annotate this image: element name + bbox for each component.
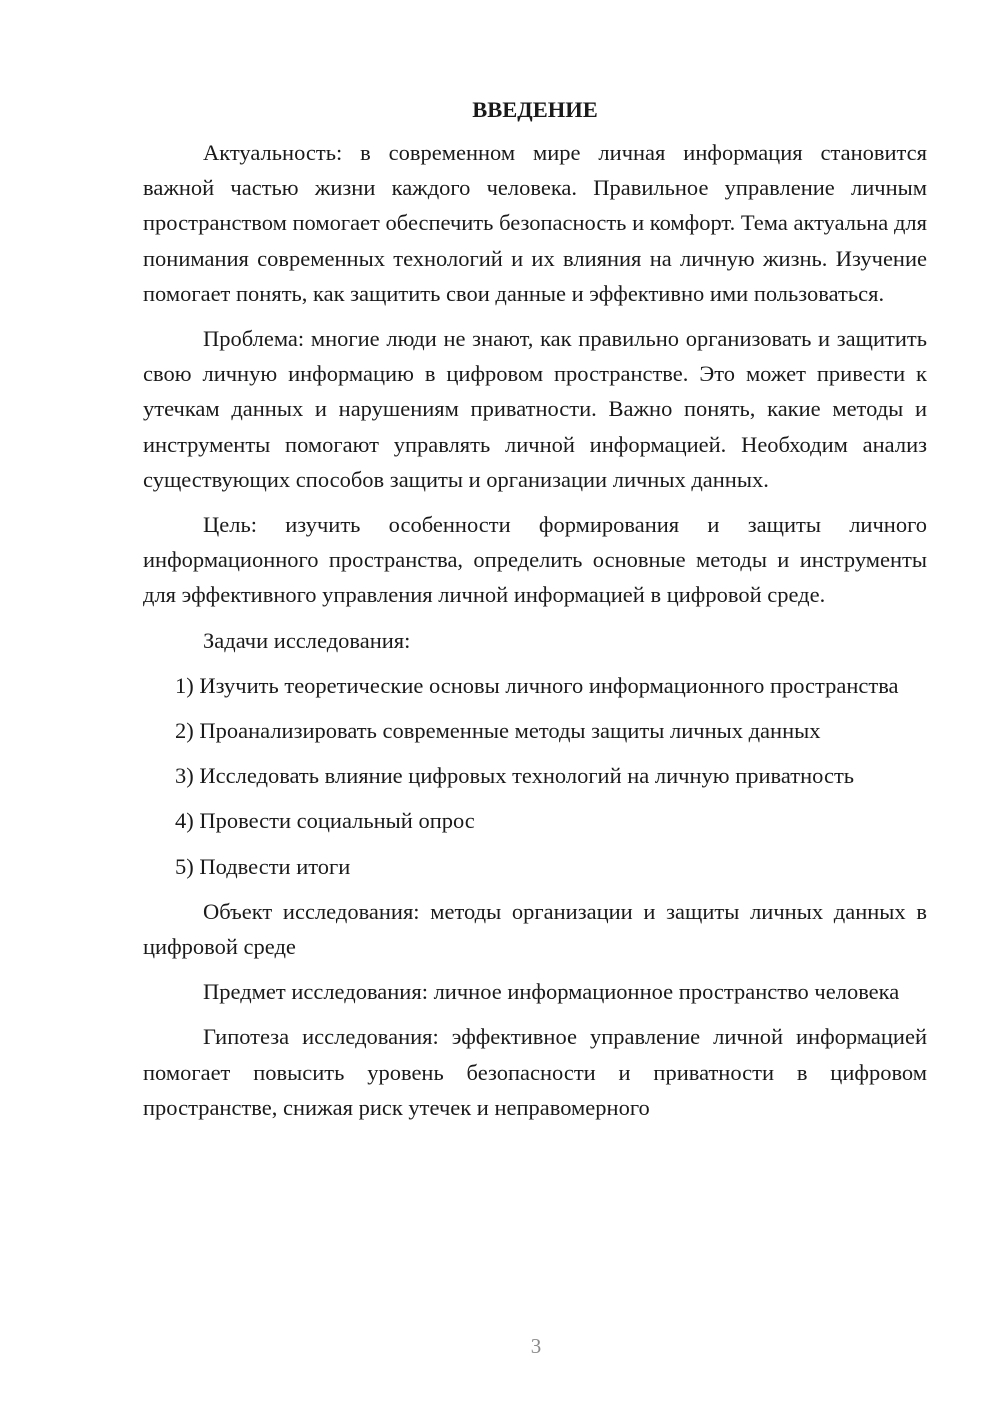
problem-paragraph: Проблема: многие люди не знают, как правильно организовать и защитить свою личную информацию в цифровом пространстве. Это может привести к утечкам данных и нарушениям приватности. Важно понять, какие методы и инструменты помогают управлять личной информацией. Необходим анализ существующих способов защиты и организации личных данных. (143, 326, 927, 492)
task-item-3: 3) Исследовать влияние цифровых технологий на личную приватность (175, 763, 855, 789)
object-paragraph: Объект исследования: методы организации и защиты личных данных в цифровой среде (143, 898, 927, 960)
section-title: ВВЕДЕНИЕ (472, 97, 598, 122)
page-body (143, 92, 927, 1135)
goal-paragraph: Цель: изучить особенности формирования и защиты личного информационного пространства, определить основные методы и инструменты для эффективного управления личной информацией в цифровой среде. (143, 512, 927, 608)
task-item-5: 5) Подвести итоги (175, 853, 351, 879)
page-number: 3 (530, 1334, 542, 1358)
task-item-4: 4) Провести социальный опрос (175, 808, 475, 834)
task-item-1: 1) Изучить теоретические основы личного информационного пространства (175, 672, 899, 698)
relevance-paragraph: Актуальность: в современном мире личная информация становится важной частью жизни каждого человека. Правильное управление личным пространством помогает обеспечить безопасность и комфорт. Тема актуальна для понимания современных технологий и их влияния на личную жизнь. Изучение помогает понять, как защитить свои данные и эффективно ими пользоваться. (143, 140, 927, 306)
tasks-heading: Задачи исследования: (203, 627, 411, 653)
hypothesis-paragraph: Гипотеза исследования: эффективное управление личной информацией помогает повысить уровень безопасности и приватности в цифровом пространстве, снижая риск утечек и неправомерного (143, 1024, 927, 1120)
task-item-2: 2) Проанализировать современные методы защиты личных данных (175, 718, 821, 744)
subject-paragraph: Предмет исследования: личное информационное пространство человека (203, 979, 900, 1005)
